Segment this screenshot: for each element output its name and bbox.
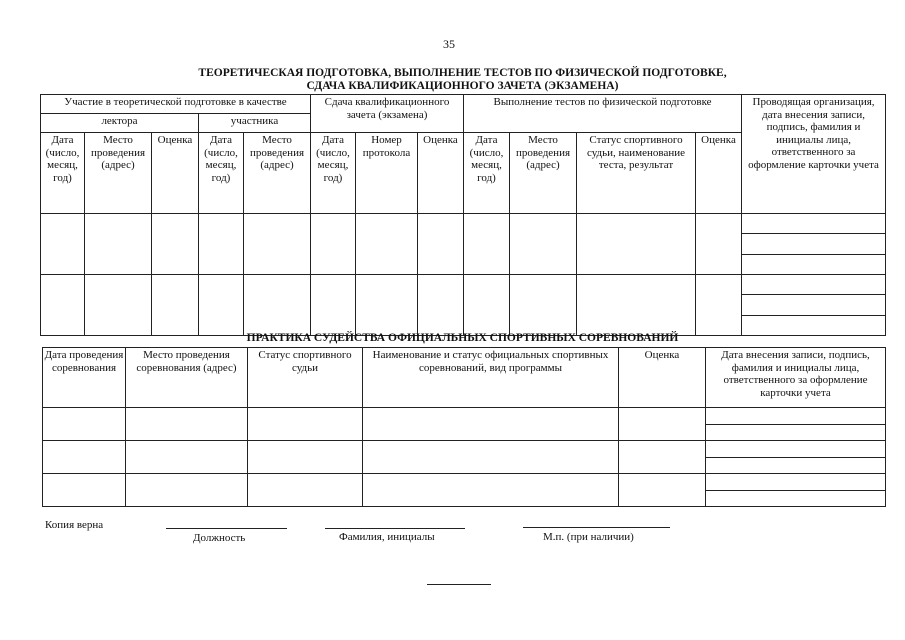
table-cell[interactable] [244, 214, 311, 275]
table-cell-ruled[interactable] [706, 441, 886, 474]
seal-label: М.п. (при наличии) [543, 531, 634, 543]
section1-title-line1: ТЕОРЕТИЧЕСКАЯ ПОДГОТОВКА, ВЫПОЛНЕНИЕ ТЕСТОВ ПО ФИЗИЧЕСКОЙ ПОДГОТОВКЕ, [198, 67, 727, 79]
table-cell[interactable] [363, 474, 619, 507]
table-cell[interactable] [619, 441, 706, 474]
table-row [43, 441, 886, 474]
table-cell[interactable] [126, 441, 248, 474]
header-competition-date: Дата проведения соревнования [43, 348, 126, 408]
group-theory-participation: Участие в теоретической подготовке в качестве [41, 95, 311, 114]
header-test-place: Место проведения (адрес) [510, 133, 577, 214]
table-cell[interactable] [199, 275, 244, 336]
table-cell[interactable] [41, 214, 85, 275]
table-cell[interactable] [577, 214, 696, 275]
table-cell[interactable] [311, 275, 356, 336]
position-label: Должность [193, 532, 246, 544]
table-cell[interactable] [126, 408, 248, 441]
table-cell[interactable] [464, 214, 510, 275]
table-cell[interactable] [363, 441, 619, 474]
table-cell[interactable] [356, 275, 418, 336]
table-row [41, 214, 886, 275]
header-organization-entry: Проводящая организация, дата внесения записи, подпись, фамилия и инициалы лица, ответственного за оформление карточки учета [742, 95, 886, 214]
table-cell[interactable] [356, 214, 418, 275]
header-test-grade: Оценка [696, 133, 742, 214]
name-initials-label: Фамилия, инициалы [339, 531, 435, 543]
table-cell[interactable] [696, 275, 742, 336]
header-competition-name: Наименование и статус официальных спортивных соревнований, вид программы [363, 348, 619, 408]
subheader-lecturer: лектора [41, 114, 199, 133]
header-entry-signature: Дата внесения записи, подпись, фамилия и инициалы лица, ответственного за оформление карточки учета [706, 348, 886, 408]
table-cell-ruled[interactable] [706, 474, 886, 507]
header-grade: Оценка [619, 348, 706, 408]
header-judge-status: Статус спортивного судьи [248, 348, 363, 408]
table-cell[interactable] [43, 474, 126, 507]
table-row [43, 474, 886, 507]
table-cell[interactable] [418, 275, 464, 336]
header-test-status: Статус спортивного судьи, наименование теста, результат [577, 133, 696, 214]
table-cell-ruled[interactable] [742, 214, 886, 275]
header-participant-date: Дата (число, месяц, год) [199, 133, 244, 214]
table-cell[interactable] [619, 474, 706, 507]
position-signature-line[interactable] [166, 528, 287, 529]
table-cell[interactable] [152, 275, 199, 336]
header-lecturer-place: Место проведения (адрес) [85, 133, 152, 214]
table-cell[interactable] [41, 275, 85, 336]
header-exam-date: Дата (число, месяц, год) [311, 133, 356, 214]
table-cell[interactable] [464, 275, 510, 336]
judging-practice-table [42, 347, 886, 507]
section2-title: ПРАКТИКА СУДЕЙСТВА ОФИЦИАЛЬНЫХ СПОРТИВНЫХ СОРЕВНОВАНИЙ [246, 332, 679, 344]
subheader-participant: участника [199, 114, 311, 133]
page-number: 35 [443, 37, 455, 51]
table-cell[interactable] [311, 214, 356, 275]
seal-line[interactable] [523, 527, 670, 528]
header-lecturer-date: Дата (число, месяц, год) [41, 133, 85, 214]
table-cell[interactable] [619, 408, 706, 441]
header-exam-protocol: Номер протокола [356, 133, 418, 214]
table-cell[interactable] [696, 214, 742, 275]
header-participant-place: Место проведения (адрес) [244, 133, 311, 214]
table-cell[interactable] [363, 408, 619, 441]
table-cell[interactable] [248, 441, 363, 474]
table-cell-ruled[interactable] [706, 408, 886, 441]
table-cell[interactable] [244, 275, 311, 336]
table-row [41, 275, 886, 336]
header-lecturer-grade: Оценка [152, 133, 199, 214]
table-cell[interactable] [85, 275, 152, 336]
theory-tests-table [40, 94, 886, 336]
table-cell[interactable] [152, 214, 199, 275]
table-row [43, 408, 886, 441]
group-physical-tests: Выполнение тестов по физической подготовке [464, 95, 742, 133]
page-end-divider [427, 584, 491, 585]
name-signature-line[interactable] [325, 528, 465, 529]
table-cell[interactable] [248, 408, 363, 441]
table-cell[interactable] [418, 214, 464, 275]
table-cell[interactable] [248, 474, 363, 507]
table-cell[interactable] [43, 408, 126, 441]
table-cell[interactable] [85, 214, 152, 275]
section1-title-line2: СДАЧА КВАЛИФИКАЦИОННОГО ЗАЧЕТА (ЭКЗАМЕНА) [306, 80, 619, 92]
header-competition-place: Место проведения соревнования (адрес) [126, 348, 248, 408]
table-cell[interactable] [126, 474, 248, 507]
table-cell[interactable] [577, 275, 696, 336]
table-cell[interactable] [510, 214, 577, 275]
table-cell-ruled[interactable] [742, 275, 886, 336]
table-cell[interactable] [43, 441, 126, 474]
table-cell[interactable] [199, 214, 244, 275]
group-qualification-exam: Сдача квалификационного зачета (экзамена) [311, 95, 464, 133]
copy-verified-label: Копия верна [45, 519, 104, 531]
table-cell[interactable] [510, 275, 577, 336]
header-test-date: Дата (число, месяц, год) [464, 133, 510, 214]
header-exam-grade: Оценка [418, 133, 464, 214]
